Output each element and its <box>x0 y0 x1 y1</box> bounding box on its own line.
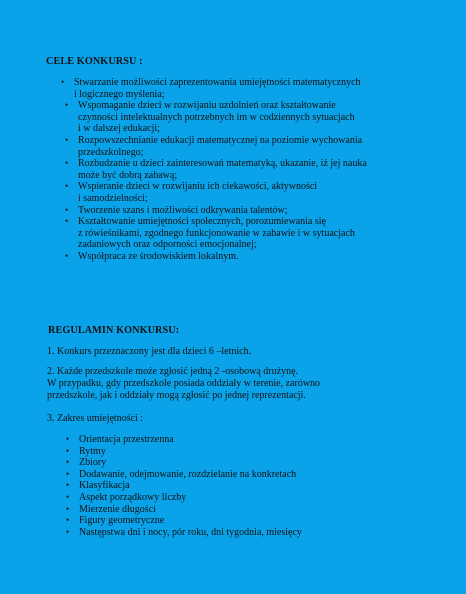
bullet-icon: • <box>61 77 65 87</box>
rule-3: 3. Zakres umiejętności : <box>47 413 144 424</box>
skill-text: Figury geometryczne <box>79 515 165 527</box>
skill-text: Następstwa dni i nocy, pór roku, dni tygodnia, miesięcy <box>79 526 302 538</box>
skill-item <box>66 503 439 516</box>
goal-item <box>65 158 448 181</box>
skill-text: Klasyfikacja <box>79 480 130 492</box>
goal-text: Kształtowanie umiejętności społecznych, porozumiewania się z rówieśnikami, zgodnego funkcjonowanie w zabawie i w sytuacjach zadaniowych oraz odporności emocjonalnej; <box>78 216 355 251</box>
goal-text: Rozbudzanie u dzieci zainteresowań matematyką, ukazanie, iż jej nauka może być dobrą zabawą; <box>78 158 367 181</box>
rules-heading: REGULAMIN KONKURSU: <box>48 325 180 336</box>
skills-list <box>66 434 439 538</box>
goal-item <box>65 204 448 217</box>
goals-heading: CELE KONKURSU : <box>46 56 143 67</box>
goal-text: Rozpowszechnianie edukacji matematycznej na poziomie wychowania przedszkolnego; <box>78 134 363 158</box>
goal-text: Stwarzanie możliwości zaprezentowania umiejętności matematycznych i logicznego myślenia; <box>74 77 361 100</box>
skill-text: Zbiory <box>79 457 107 469</box>
goal-item <box>65 134 448 158</box>
bullet-icon: • <box>66 468 70 479</box>
skill-item <box>66 515 439 527</box>
bullet-icon: • <box>65 204 69 215</box>
bullet-icon: • <box>66 491 70 502</box>
bullet-icon: • <box>66 503 70 514</box>
skill-text: Orientacja przestrzenna <box>79 434 174 445</box>
bullet-icon: • <box>65 216 69 227</box>
bullet-icon: • <box>65 100 69 111</box>
skill-text: Mierzenie długości <box>79 503 156 515</box>
bullet-icon: • <box>66 457 70 468</box>
bullet-icon: • <box>66 526 70 537</box>
bullet-icon: • <box>66 515 70 526</box>
bullet-icon: • <box>66 480 70 491</box>
goal-item <box>65 181 448 204</box>
skill-item <box>66 457 439 469</box>
skill-text: Aspekt porządkowy liczby <box>79 491 187 503</box>
skill-text: Rytmy <box>79 445 106 457</box>
skill-item <box>66 480 439 492</box>
goals-list <box>61 77 448 263</box>
bullet-icon: • <box>65 250 69 261</box>
goal-item <box>65 250 448 263</box>
goal-item <box>65 216 448 251</box>
skill-item <box>66 445 439 458</box>
rule-2: 2. Każde przedszkole może zgłosić jedną 2 -osobową drużynę. W przypadku, gdy przedszkole posiada oddziały w terenie, zarówno przedszkole, jak i oddziały mogą zgłosić po jednej reprezentacji. <box>47 366 321 401</box>
skill-item <box>66 468 439 481</box>
bullet-icon: • <box>66 445 70 456</box>
goal-text: Wspomaganie dzieci w rozwijaniu uzdolnień oraz kształtowanie czynności intelektualnych potrzebnych im w codziennych sytuacjach i w dalszej edukacji; <box>78 100 355 135</box>
skill-item <box>66 526 439 539</box>
rule-1: 1. Konkurs przeznaczony jest dla dzieci 6 –letnich. <box>47 346 252 357</box>
skill-item <box>66 434 439 446</box>
goal-text: Współpraca ze środowiskiem lokalnym. <box>78 250 239 262</box>
skill-text: Dodawanie, odejmowanie, rozdzielanie na konkretach <box>79 468 297 480</box>
bullet-icon: • <box>65 181 69 192</box>
goal-item <box>61 77 444 100</box>
skill-item <box>66 491 439 504</box>
bullet-icon: • <box>65 134 69 145</box>
bullet-icon: • <box>66 434 70 444</box>
goal-text: Wspieranie dzieci w rozwijaniu ich ciekawości, aktywności i samodzielności; <box>78 181 318 204</box>
goal-text: Tworzenie szans i możliwości odkrywania talentów; <box>78 204 288 216</box>
goal-item <box>65 100 448 135</box>
bullet-icon: • <box>65 158 69 169</box>
